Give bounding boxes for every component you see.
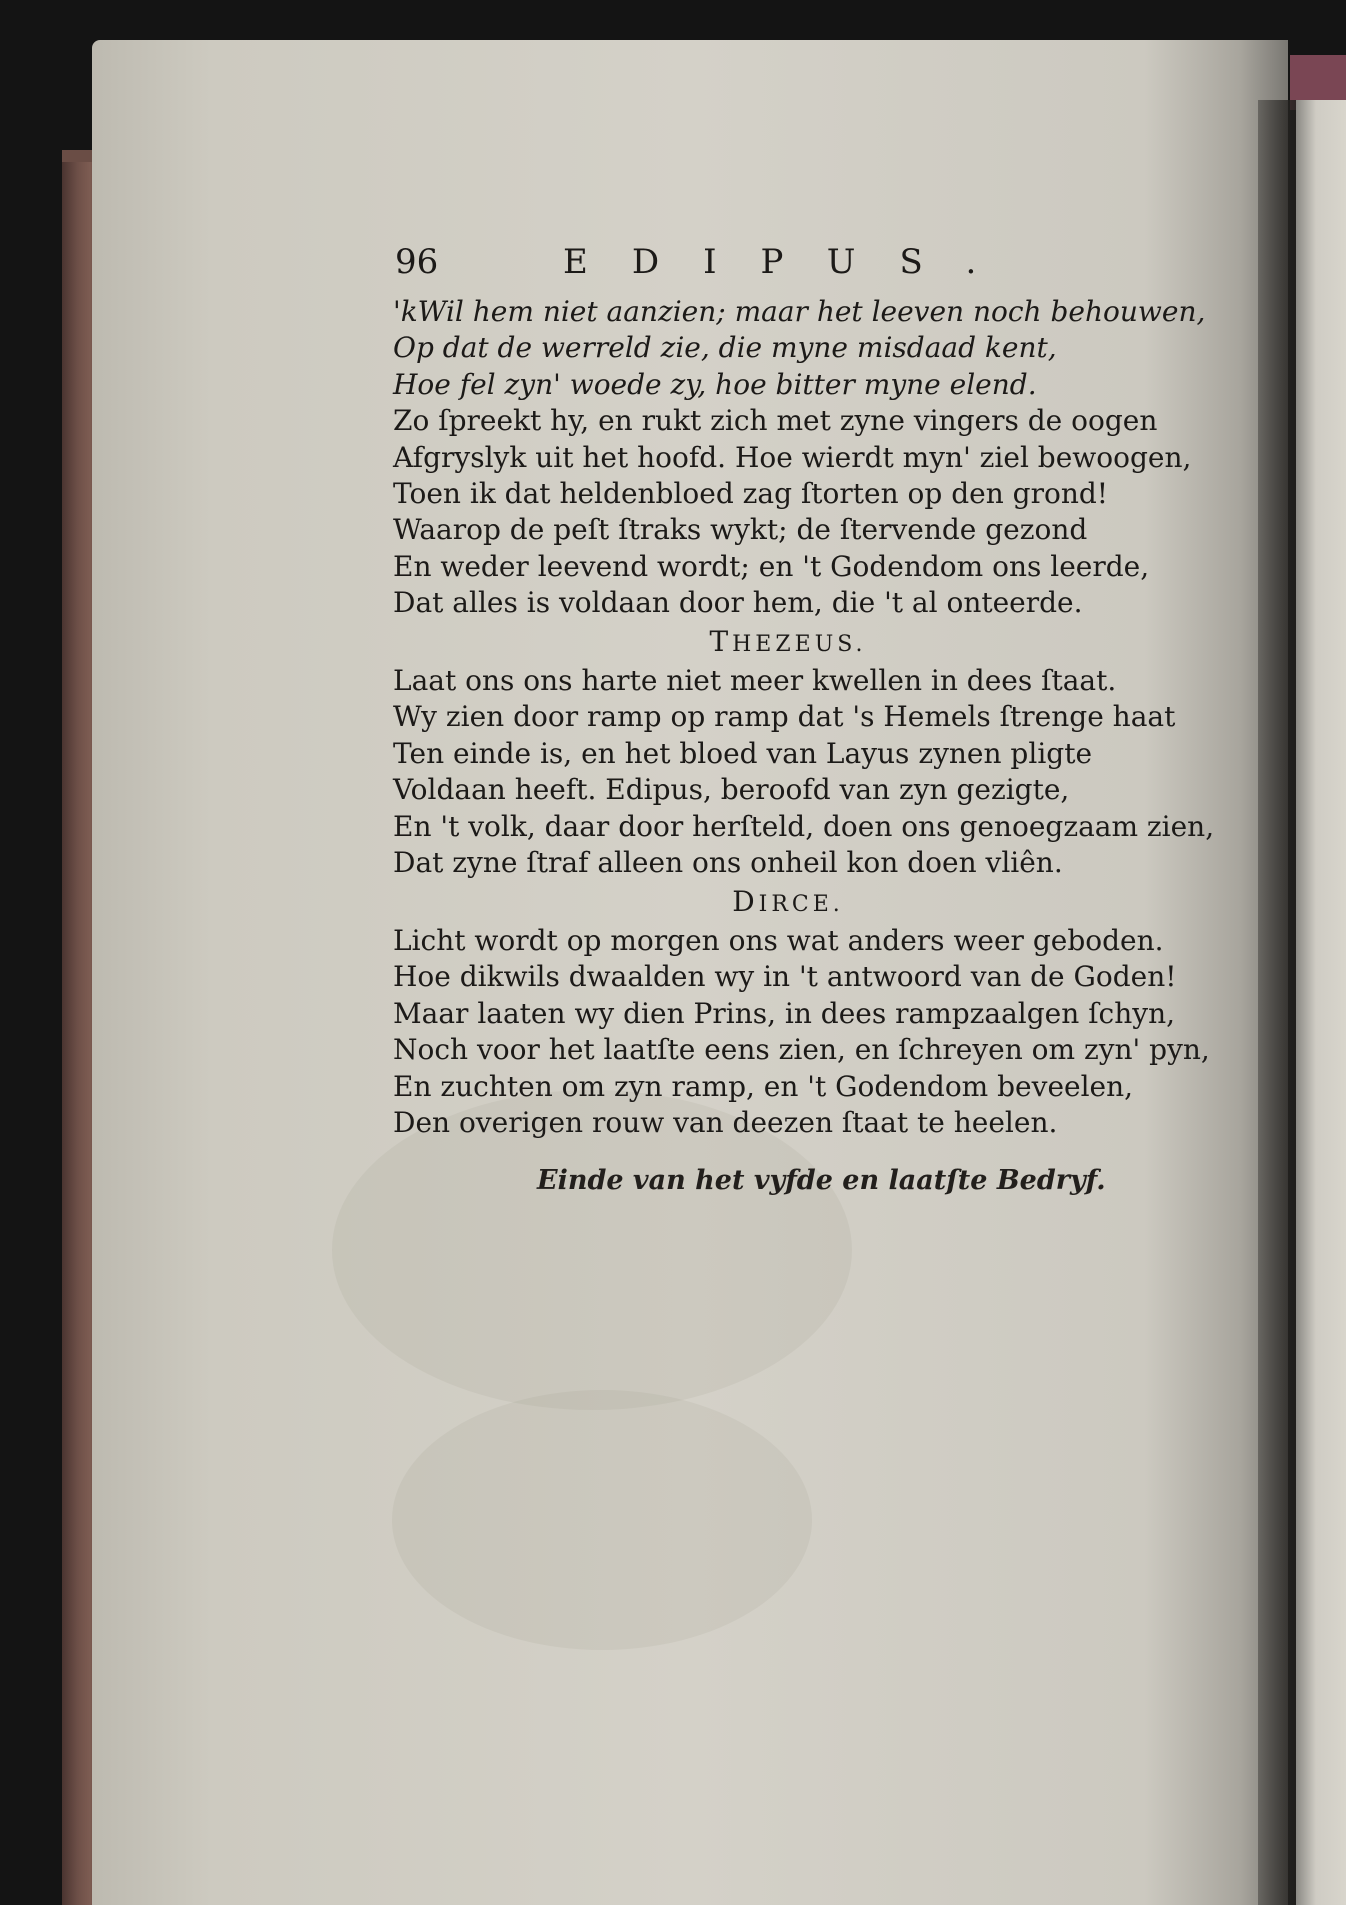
- verse-line: Laat ons ons harte niet meer kwellen in dees ſtaat.: [393, 664, 1117, 698]
- page-number: 96: [395, 242, 439, 282]
- speaker-rest: IRCE.: [758, 891, 844, 917]
- page-text: [393, 242, 1213, 1141]
- verse-line: Noch voor het laatſte eens zien, en ſchreyen om zyn' pyn,: [393, 1033, 1210, 1067]
- verse-line: Toen ik dat heldenbloed zag ſtorten op den grond!: [393, 477, 1109, 511]
- speaker-initial: D: [732, 884, 759, 918]
- paper-stain: [392, 1390, 812, 1650]
- verse-line: En weder leevend wordt; en 't Godendom ons leerde,: [393, 549, 1150, 583]
- verse-line: Maar laaten wy dien Prins, in dees rampzaalgen ſchyn,: [393, 996, 1176, 1030]
- verse-line: Hoe fel zyn' woede zy, hoe bitter myne elend.: [393, 367, 1037, 401]
- verse-group-2: [393, 663, 1213, 881]
- colophon: Einde van het vyfde en laatſte Bedryf.: [537, 1165, 1106, 1196]
- verse-line: En zuchten om zyn ramp, en 't Godendom beveelen,: [393, 1069, 1134, 1103]
- speaker-rest: HEZEUS.: [732, 631, 867, 657]
- verse-line: Zo ſpreekt hy, en rukt zich met zyne vingers de oogen: [393, 404, 1158, 438]
- verse-group-1: [393, 294, 1213, 622]
- verse-line: Dat alles is voldaan door hem, die 't al onteerde.: [393, 586, 1083, 620]
- verse-line: Ten einde is, en het bloed van Layus zynen pligte: [393, 736, 1093, 770]
- speaker-heading-thezeus: [393, 622, 1183, 663]
- verse-line: Voldaan heeft. Edipus, beroofd van zyn gezigte,: [393, 773, 1070, 807]
- verse-line: 'kWil hem niet aanzien; maar het leeven noch behouwen,: [393, 295, 1206, 328]
- verse-line: Den overigen rouw van deezen ſtaat te heelen.: [393, 1105, 1058, 1139]
- page-header: [393, 242, 1213, 294]
- speaker-heading-dirce: [393, 882, 1183, 923]
- verse-group-3: [393, 923, 1213, 1141]
- verse-line: En 't volk, daar door herſteld, doen ons genoegzaam zien,: [393, 809, 1215, 843]
- verse-line: Wy zien door ramp op ramp dat 's Hemels ſtrenge haat: [393, 700, 1176, 734]
- verse-line: Afgryslyk uit het hoofd. Hoe wierdt myn' ziel bewoogen,: [393, 440, 1192, 474]
- running-title: EDIPUS.: [563, 242, 1021, 282]
- verse-line: Dat zyne ſtraf alleen ons onheil kon doen vliên.: [393, 846, 1063, 880]
- verse-line: Op dat de werreld zie, die myne misdaad kent,: [393, 331, 1057, 365]
- verse-line: Hoe dikwils dwaalden wy in 't antwoord van de Goden!: [393, 960, 1177, 994]
- verse-line: Waarop de peſt ſtraks wykt; de ſtervende gezond: [393, 513, 1088, 547]
- verse-line: Licht wordt op morgen ons wat anders weer geboden.: [393, 923, 1164, 957]
- facing-page-edge: [1296, 100, 1346, 1905]
- speaker-initial: T: [709, 624, 733, 658]
